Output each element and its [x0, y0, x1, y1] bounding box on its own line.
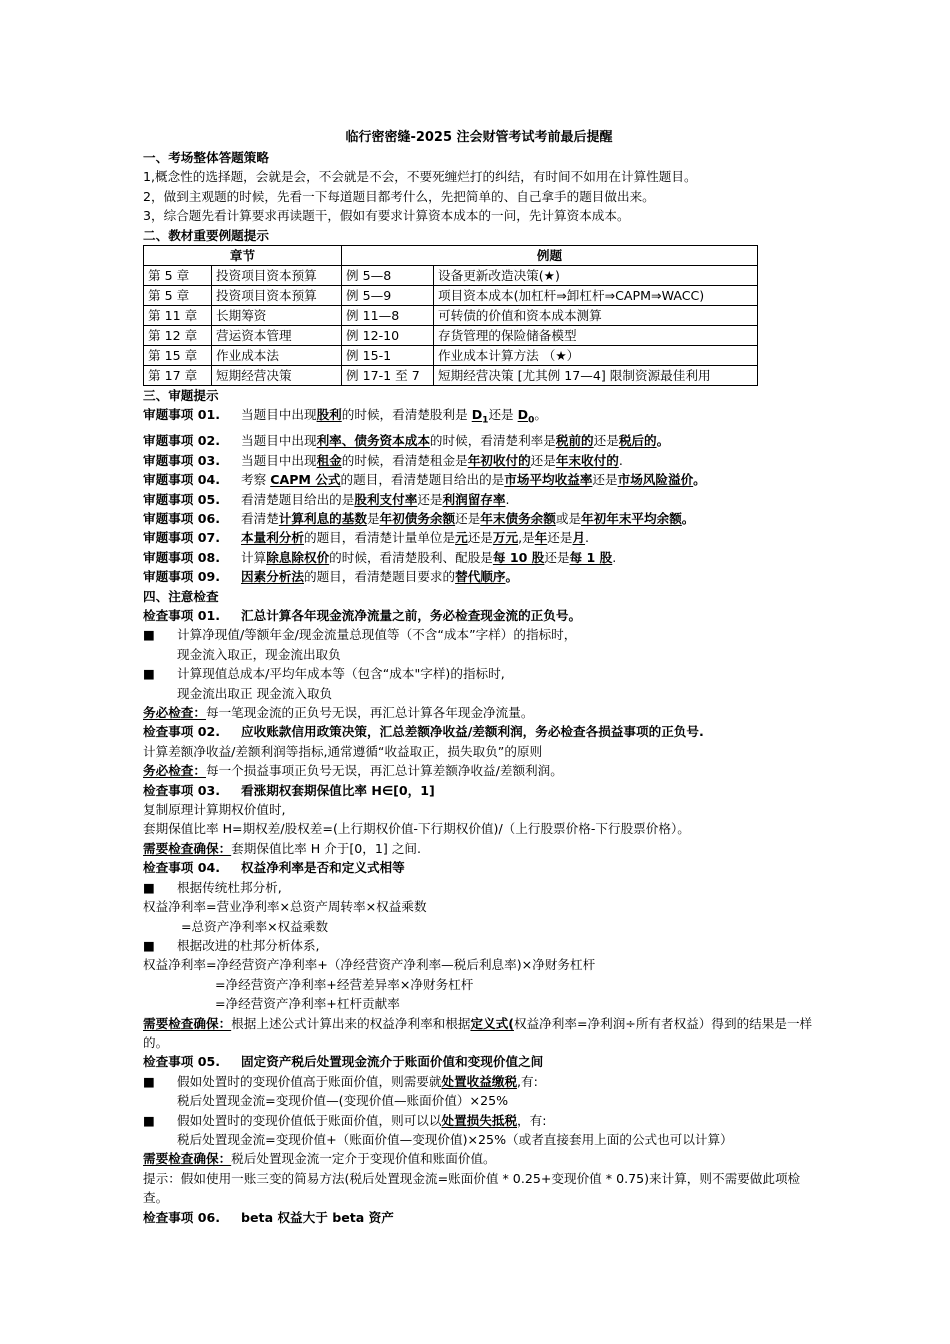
text-line: 权益净利率=净经营资产净利率+（净经营资产净利率—税后利息率)×净财务杠杆 — [143, 957, 596, 973]
bullet-item — [143, 878, 815, 897]
table-cell: 例 12-10 — [342, 326, 434, 346]
section-heading-strategy: 一、考场整体答题策略 — [143, 150, 269, 165]
review-item-text: 股利支付率 — [354, 491, 418, 507]
text-line: 复制原理计算期权价值时, — [143, 802, 286, 818]
table-cell: 第 11 章 — [144, 306, 212, 326]
review-item-text: 利润留存率 — [442, 491, 506, 507]
review-item-text: 税前的 — [555, 433, 594, 449]
review-item-text: 年初年末平均余额 — [581, 510, 682, 526]
review-item-label: 审题事项 04. — [143, 472, 221, 488]
review-item-text: 的时候，看清楚股利是 — [341, 407, 472, 423]
review-item-text: 股利 — [316, 407, 342, 423]
table-cell: 可转债的价值和资本成本测算 — [434, 306, 758, 326]
document-title: 临行密密缝-2025 注会财管考试考前最后提醒 — [345, 130, 613, 145]
review-item-text: 的题目，看清楚计量单位是 — [303, 530, 456, 546]
review-item-label: 审题事项 09. — [143, 569, 221, 585]
bullet-item — [143, 936, 815, 955]
check-item-title: 固定资产税后处置现金流介于账面价值和变现价值之间 — [241, 1054, 544, 1070]
review-item — [143, 490, 815, 509]
check-item-label: 检查事项 01. — [143, 608, 221, 624]
review-item-text: 的题目，看清楚题目给出的是 — [340, 472, 505, 488]
review-item-text: 当题目中出现 — [241, 452, 317, 468]
table-cell: 作业成本计算方法 （★） — [434, 346, 758, 366]
bullet-text: ,有: — [517, 1073, 538, 1089]
table-row — [144, 286, 758, 306]
table-cell: 例 17-1 至 7 — [342, 366, 434, 386]
table-row — [144, 326, 758, 346]
table-header-chapter: 章节 — [144, 246, 342, 266]
document-page — [143, 128, 815, 1227]
check-item-label: 检查事项 03. — [143, 782, 221, 798]
check-item-title: 权益净利率是否和定义式相等 — [241, 860, 405, 876]
review-item-text: 替代顺序 — [455, 569, 506, 585]
review-item-label: 审题事项 01. — [143, 407, 221, 423]
review-item-text: ,是 — [518, 530, 535, 546]
review-item-text: 市场风险溢价 — [617, 472, 694, 488]
examples-table — [143, 245, 758, 386]
table-cell: 例 5—9 — [342, 286, 434, 306]
review-item-text: 的时候，看清楚利率是 — [429, 433, 556, 449]
text-line: 计算差额净收益/差额利润等指标,通常遵循“收益取正，损失取负”的原则 — [143, 743, 543, 759]
review-item — [143, 431, 815, 450]
bullet-text: 假如处置时的变现价值低于账面价值，则可以以 — [177, 1112, 442, 1128]
check-items — [143, 606, 815, 1227]
check-note — [143, 761, 815, 780]
review-item-text: 还是 — [467, 530, 493, 546]
review-item-text: 还是 — [592, 472, 618, 488]
review-item-text: 除息除权价 — [266, 549, 330, 565]
review-item-text: 的题目，看清楚题目要求的 — [303, 569, 456, 585]
check-note — [143, 1149, 815, 1168]
table-header-example: 例题 — [342, 246, 758, 266]
check-note-text: 根据上述公式计算出来的权益净利率和根据 — [231, 1015, 471, 1031]
check-item-title: 看涨期权套期保值比率 H∈[0，1] — [241, 782, 435, 798]
check-item-label: 检查事项 02. — [143, 724, 221, 740]
text-line: 套期保值比率 H=期权差/股权差=(上行期权价值-下行期权价值)/（上行股票价格-下行股票价格）。 — [143, 821, 690, 837]
bullet-emphasis: 处置损失抵税 — [441, 1112, 518, 1128]
text-line: 税后处置现金流=变现价值—(变现价值—账面价值）×25% — [177, 1093, 509, 1109]
check-item-heading — [143, 1208, 815, 1227]
review-item — [143, 405, 815, 431]
check-note — [143, 703, 815, 722]
check-item-label: 检查事项 05. — [143, 1054, 221, 1070]
bullet-icon: ■ — [143, 1112, 155, 1128]
check-note-label: 需要检查确保： — [143, 840, 232, 856]
review-item-text: . — [618, 452, 623, 468]
bullet-item — [143, 1111, 815, 1130]
table-cell: 作业成本法 — [212, 346, 342, 366]
table-cell: 营运资本管理 — [212, 326, 342, 346]
table-cell: 第 5 章 — [144, 266, 212, 286]
bullet-icon: ■ — [143, 879, 155, 895]
check-note — [143, 839, 815, 858]
table-cell: 项目资本成本(加杠杆⇒卸杠杆⇒CAPM⇒WACC) — [434, 286, 758, 306]
check-item-heading — [143, 781, 815, 800]
table-cell: 例 15-1 — [342, 346, 434, 366]
review-item-text: 考察 — [241, 472, 271, 488]
review-items — [143, 405, 815, 586]
check-note-label: 务必检查： — [143, 705, 206, 721]
table-cell: 长期筹资 — [212, 306, 342, 326]
bullet-icon: ■ — [143, 937, 155, 953]
review-item-text: 万元 — [492, 530, 519, 546]
review-item-text: 元 — [455, 530, 468, 546]
review-item-text: . — [612, 549, 617, 565]
review-item-text: 年末收付的 — [555, 452, 619, 468]
check-note-text: 每一笔现金流的正负号无误，再汇总计算各年现金净流量。 — [205, 705, 534, 721]
text-line: =净经营资产净利率+杠杆贡献率 — [215, 996, 400, 1012]
review-item-text: . — [585, 530, 590, 546]
review-item-text: 还是 — [547, 530, 573, 546]
text-line: 现金流入取正，现金流出取负 — [177, 646, 341, 662]
review-item-text: 利率、债务资本成本 — [316, 433, 430, 449]
review-item-label: 审题事项 05. — [143, 491, 221, 507]
review-item-text: 市场平均收益率 — [504, 472, 593, 488]
review-item-text: 。 — [656, 433, 670, 449]
review-item-text: 租金 — [316, 452, 342, 468]
bullet-text: 根据传统杜邦分析, — [177, 879, 282, 895]
bullet-icon: ■ — [143, 627, 155, 643]
bullet-text: 计算净现值/等额年金/现金流量总现值等（不含“成本”字样）的指标时， — [177, 627, 577, 643]
bullet-item — [143, 625, 815, 644]
review-item — [143, 451, 815, 470]
check-item-heading — [143, 606, 815, 625]
review-item-text: 计算利息的基数 — [278, 510, 367, 526]
check-item-title: 应收账款信用政策决策，汇总差额净收益/差额利润，务必检查各损益事项的正负号. — [241, 724, 704, 740]
review-item-label: 审题事项 02. — [143, 433, 221, 449]
table-cell: 短期经营决策 [尤其例 17—4] 限制资源最佳利用 — [434, 366, 758, 386]
review-item-text: 还是 — [544, 549, 570, 565]
review-item-text: 当题目中出现 — [241, 407, 317, 423]
review-item-text: 的时候，看清楚股利、配股是 — [329, 549, 493, 565]
check-note-label: 需要检查确保： — [143, 1151, 232, 1167]
review-item-text: 或是 — [555, 510, 582, 526]
bullet-icon: ■ — [143, 666, 155, 682]
table-cell: 投资项目资本预算 — [212, 286, 342, 306]
bullet-item — [143, 664, 815, 683]
table-cell: 第 17 章 — [144, 366, 212, 386]
review-item-label: 审题事项 06. — [143, 510, 221, 526]
review-item-text: 年 — [534, 530, 548, 546]
bullet-icon: ■ — [143, 1073, 155, 1089]
check-item-title: beta 权益大于 beta 资产 — [241, 1209, 394, 1225]
check-item-label: 检查事项 04. — [143, 860, 221, 876]
review-item — [143, 528, 815, 547]
bullet-text: 假如处置时的变现价值高于账面价值，则需要就 — [177, 1073, 442, 1089]
strategy-line: 3，综合题先看计算要求再读题干，假如有要求计算资本成本的一问，先计算资本成本。 — [143, 208, 630, 224]
review-item-text: 当题目中出现 — [241, 433, 317, 449]
review-item-text: 年初债务余额 — [379, 510, 456, 526]
table-row — [144, 306, 758, 326]
section-heading-checks: 四、注意检查 — [143, 588, 219, 604]
check-note-text: 套期保值比率 H 介于[0，1] 之间. — [231, 840, 422, 856]
review-item-text: 年末债务余额 — [480, 510, 556, 526]
table-row — [144, 266, 758, 286]
table-row — [144, 366, 758, 386]
check-item-heading — [143, 1052, 815, 1071]
bullet-emphasis: 处置收益缴税 — [441, 1073, 518, 1089]
review-item-label: 审题事项 03. — [143, 452, 221, 468]
review-item-text: 还是 — [488, 407, 518, 423]
check-note-label: 务必检查： — [143, 763, 206, 779]
table-cell: 第 5 章 — [144, 286, 212, 306]
review-item-text: 本量利分析 — [241, 530, 304, 546]
check-note-emphasis: 定义式( — [470, 1015, 514, 1031]
bullet-text: 根据改进的杜邦分析体系, — [177, 937, 320, 953]
check-note-text: 税后处置现金流一定介于变现价值和账面价值。 — [231, 1151, 496, 1167]
section-heading-examples: 二、教材重要例题提示 — [143, 227, 269, 243]
check-note-label: 需要检查确保： — [143, 1015, 232, 1031]
review-item-text: D — [471, 407, 483, 423]
review-item — [143, 470, 815, 489]
review-item-text: 。 — [505, 569, 519, 585]
bullet-item — [143, 1072, 815, 1091]
review-item-text: 还是 — [417, 491, 443, 507]
table-cell: 例 5—8 — [342, 266, 434, 286]
table-row — [144, 346, 758, 366]
review-item-label: 审题事项 07. — [143, 530, 221, 546]
review-item-text: CAPM 公式 — [270, 472, 341, 488]
table-cell: 设备更新改造决策(★) — [434, 266, 758, 286]
review-item-text: 的时候，看清楚租金是 — [341, 452, 468, 468]
review-item-text: 每 1 股 — [569, 549, 613, 565]
check-note-text: 每一个损益事项正负号无误，再汇总计算差额净收益/差额利润。 — [205, 763, 563, 779]
review-item — [143, 567, 815, 586]
review-item-text: 。 — [534, 407, 547, 423]
review-item-text: 。 — [681, 510, 695, 526]
review-item-text: 还是 — [530, 452, 556, 468]
review-item-text: 还是 — [593, 433, 619, 449]
text-line: 权益净利率=营业净利率×总资产周转率×权益乘数 — [143, 899, 427, 915]
review-item-text: 因素分析法 — [241, 569, 304, 585]
strategy-line: 1,概念性的选择题，会就是会，不会就是不会，不要死缠烂打的纠结，有时间不如用在计算性题目。 — [143, 169, 697, 185]
check-item-label: 检查事项 06. — [143, 1209, 221, 1225]
text-line: 税后处置现金流=变现价值+（账面价值—变现价值)×25%（或者直接套用上面的公式也可以计算） — [177, 1131, 733, 1147]
review-item-text: 是 — [366, 510, 380, 526]
text-line: =总资产净利率×权益乘数 — [181, 918, 329, 934]
table-cell: 例 11—8 — [342, 306, 434, 326]
table-cell: 短期经营决策 — [212, 366, 342, 386]
check-item-heading — [143, 722, 815, 741]
bullet-text: ，有: — [517, 1112, 547, 1128]
review-item-label: 审题事项 08. — [143, 549, 221, 565]
review-item-text: 计算 — [241, 549, 267, 565]
review-item-text: 年初收付的 — [467, 452, 531, 468]
strategy-line: 2，做到主观题的时候，先看一下每道题目都考什么，先把简单的、自己拿手的题目做出来。 — [143, 188, 655, 204]
table-header-row — [144, 246, 758, 266]
table-cell: 第 15 章 — [144, 346, 212, 366]
review-item-text: D — [517, 407, 529, 423]
review-item-text: 。 — [693, 472, 706, 488]
table-cell: 存货管理的保险储备模型 — [434, 326, 758, 346]
note-paragraph: 提示：假如使用一账三变的简易方法(税后处置现金流=账面价值 * 0.25+变现价值 * 0.75)来计算，则不需要做此项检查。 — [143, 1170, 801, 1206]
subscript: 0 — [528, 415, 535, 426]
check-note — [143, 1014, 815, 1053]
review-item-text: 每 10 股 — [492, 549, 545, 565]
review-item-text: 税后的 — [618, 433, 657, 449]
bullet-text: 计算现值总成本/平均年成本等（包含“成本"字样)的指标时, — [177, 666, 505, 682]
review-item-text: . — [505, 491, 510, 507]
check-item-title: 汇总计算各年现金流净流量之前，务必检查现金流的正负号。 — [241, 608, 582, 624]
review-item-text: 看清楚题目给出的是 — [241, 491, 355, 507]
check-note-text: 权益净利率=净利润÷所有者权益）得到的结果是一样的。 — [143, 1015, 813, 1050]
section-heading-review: 三、审题提示 — [143, 388, 219, 404]
review-item-text: 看清楚 — [241, 510, 279, 526]
text-line: =净经营资产净利率+经营差异率×净财务杠杆 — [215, 976, 474, 992]
review-item — [143, 509, 815, 528]
subscript: 1 — [482, 415, 489, 426]
table-cell: 第 12 章 — [144, 326, 212, 346]
review-item — [143, 548, 815, 567]
review-item-text: 还是 — [455, 510, 481, 526]
review-item-text: 月 — [572, 530, 586, 546]
check-item-heading — [143, 858, 815, 877]
text-line: 现金流出取正 现金流入取负 — [177, 685, 333, 701]
table-cell: 投资项目资本预算 — [212, 266, 342, 286]
